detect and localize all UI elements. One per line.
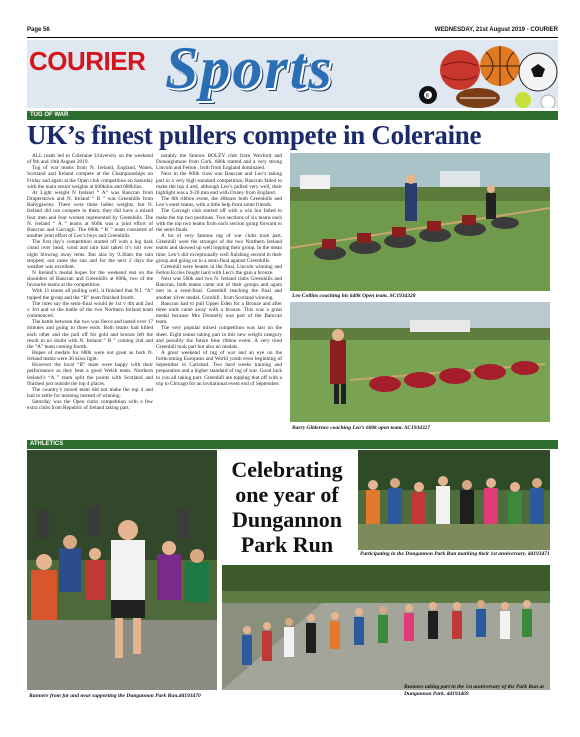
athletics-headline-line2: one year of [235, 482, 339, 507]
tug-photo-1 [290, 153, 550, 291]
athletics-photo-top-right [358, 450, 550, 550]
article-paragraph: A lot of very famous tug of war clubs took part. Greenhill were the stronger of the two Northern Ireland teams and showed up well topping their group. In the mean time, Leo’s did exceptionally well finishing second in their group and going on to a semi-final against Greenhills. [156, 233, 282, 264]
athletics-photo-top-right-image [358, 450, 550, 550]
article-paragraph: Next was 560k and two N. Ireland clubs Greenhills and Bancran, both teams came out of their groups and again met in a semi-final. Greenhill reaching the final and another silver medal, Cornhill , from Scotland winning. [156, 276, 282, 301]
issue-date: WEDNESDAY, 21st August 2019 - COURIER [434, 27, 558, 33]
tug-article-col2 [156, 153, 282, 438]
article-paragraph: The battle between the two was fierce and lasted over 17 minutes and going to three ends. Both teams had killed each other and the pull off for gold and bronze left the result in no doubt with N. Ireland “ B ” coming 2nd and the “A” team coming fourth. [27, 319, 153, 350]
tug-article-col1 [27, 153, 153, 438]
article-paragraph: Tug of war teams from N. Ireland, England, Wales, Scotland and Ireland compete at the Championships on Friday and again at the Open club competition on Saturday with the main senior weights at 600kilos and 680kilos. [27, 165, 153, 190]
article-paragraph: The first day’s competition started off with a big dark cloud over head, wind and rain hail taken it’s toll over night blowing away tents. But alas by 9.30am the rain stopped, out came the sun and for the next 2 days the weather was excellent. [27, 239, 153, 270]
article-paragraph: However the local “B” team were happy with their performance as they beat a good Welsh team. Northern Ireland’s “A ” team split the points with Scotland and finished just outside the top 4 places. [27, 362, 153, 387]
athletics-section-label: ATHLETICS [27, 440, 558, 449]
page-header [27, 25, 558, 38]
tug-of-war-section-label: TUG OF WAR [27, 111, 558, 120]
article-paragraph: The rules say the semi-final would be 1st v 4th and 2nd v 3rd and so the battle of the two Northern Ireland team commenced. [27, 300, 153, 320]
tug-photo-2 [290, 302, 550, 422]
athletics-headline-line4: Park Run [240, 532, 334, 557]
article-paragraph: With 11 teams all pulling well, it finished that N.I. “A” topped the group and the “B” team finished fourth. [27, 288, 153, 301]
tug-photo-1-image [290, 153, 550, 291]
athletics-photo-bottom-right [222, 565, 550, 690]
article-paragraph: The very popular mixed competition was last on the sheet. Eight teams taking part in this new weight category and possibly the future blue ribbon event. A very tired Greenhill took part but also no medals. [156, 325, 282, 350]
page-number: Page 56 [27, 27, 50, 33]
tug-photo-2-image [290, 302, 550, 422]
athletics-photo-left [27, 450, 217, 690]
athletics-headline-line1: Celebrating [231, 457, 343, 482]
svg-text:8: 8 [425, 93, 429, 100]
article-paragraph: Greenhill were beaten in the final, Lincoln winning and Felton Eccles fought hard with Leo’s the gain a bronze. [156, 263, 282, 276]
athletics-headline-line3: Dungannon [231, 507, 343, 532]
athletics-photo-left-image [27, 450, 217, 690]
article-paragraph: N Ireland’s medal hopes for the weekend rest on the shoulders of Bancran and Greenhills at 600k, two of the favourite teams at the competition. [27, 269, 153, 289]
masthead [27, 40, 558, 108]
athletics-photo-bottom-right-image [222, 565, 550, 690]
athletics-bottom-right-caption: Runners taking part in the 1st anniversary of the Park Run at Dungannon Park. dd193469 [404, 684, 544, 697]
athletics-left-caption: Runners from far and near supporting the Dungannon Park Run.dd193470 [29, 693, 201, 699]
article-paragraph: The 8th ribbon event, the 40ksaw both Greenhills and Leo’s enter teams, with a little help from some friends. [156, 196, 282, 209]
article-paragraph: At Light weight N Ireland “ A” was Bancran from Draperstown and N. Ireland “ B ” was Greenhills from Ballygawley. There were three ladies weights, but N. Ireland did not compete in them, they did have a mixed four men and four women represented by Greenhills. The N. Ireland “ A ” teams at 600k was a joint effort of Bancran and Garvagh. The 680k “ B ” team consisted of another joint effort of Leo’s boys and Greenhills. [27, 189, 153, 240]
article-paragraph: Hopes of medals for 680k were not great as both N. Ireland teams were 30 kilos light. [27, 350, 153, 363]
tug-photo-1-caption: Leo Collins coaching his 640k Open team. SC1934328 [292, 293, 416, 299]
article-paragraph: The country’s mixed team did not make the top 4 and had to settle for learning instead of winning. [27, 386, 153, 400]
article-paragraph: Bancran had to pull Upper Eden for a Bronze and after three ends came away with a bronze. This was a great medal because Mrs Donnelly was part of the Bancran team. [156, 300, 282, 326]
article-paragraph: notably the famous BOLEY club from Wexford and Donoughmore from Cork. 680k started and a very strong Lincoln and Felton , both from England dominated. [156, 153, 282, 172]
article-paragraph: A great weekend of tug of war and an eye on the forthcoming European and World youth even beginning of September in Carlsbad. Two hard weeks training and preparation and a higher standard of tug of war. Good luck to you all taking part. Greenhill are topping that off with a trip to Chicago for an invitational event end of September. [156, 350, 282, 387]
article-paragraph: Saturday was the Open clubs competition with a few extra clubs from Republic of Ireland taking part, [27, 399, 153, 412]
article-paragraph: The Garvagh club started off with a win but failed to make the top two positions. Two sections of six teams each with the top two teams from each section going forward to the semi-finals. [156, 208, 282, 233]
article-paragraph: ALL roads led to Coleraine University on the weekend of 9th and 10th August 2019. [27, 153, 153, 166]
sports-logo: Sports [165, 40, 334, 101]
sports-balls-graphic [408, 40, 558, 108]
courier-logo: COURIER [29, 46, 146, 76]
article-paragraph: Next in the 600k class was Bancran and Leo’s taking part in a very high standard competition, Bancran failed to make the top 4 and, although Leo’s pulled very well, their highlight was a 9-20 min end with Oxney from England. [156, 171, 282, 196]
athletics-top-right-caption: Participating in the Dungannon Park Run marking their 1st anniversary. dd193471 [360, 551, 550, 557]
tug-headline: UK’s finest pullers compete in Coleraine [27, 120, 482, 150]
athletics-headline [222, 457, 352, 557]
tug-photo-2-caption: Barry Glidernee coaching Leo’s 600k open team. SC1934327 [292, 425, 431, 431]
